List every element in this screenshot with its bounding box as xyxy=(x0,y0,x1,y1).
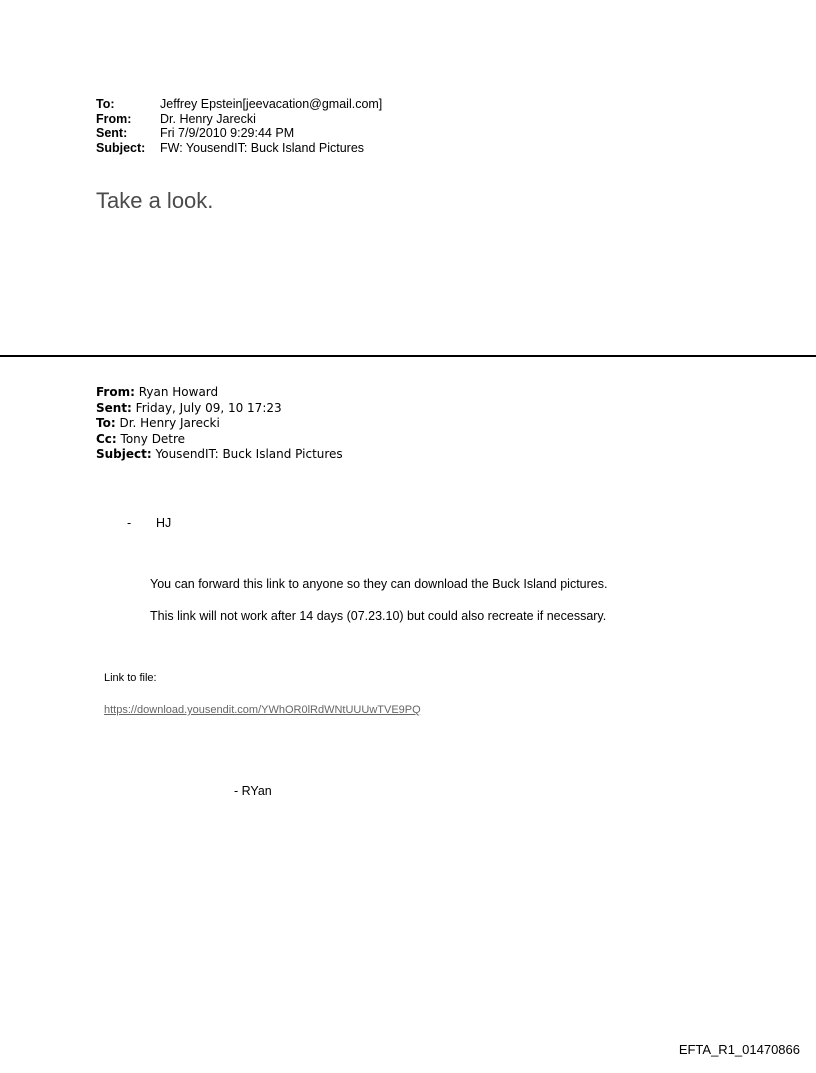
sent-value: Fri 7/9/2010 9:29:44 PM xyxy=(160,126,295,140)
forwarded-from-label: From: xyxy=(96,385,135,399)
header-sent-row xyxy=(96,126,382,141)
from-label: From: xyxy=(96,111,132,126)
forwarded-subject-label: Subject: xyxy=(96,447,152,461)
salutation-bullet xyxy=(127,516,171,530)
bullet-text: HJ xyxy=(156,516,172,530)
forwarded-cc-label: Cc: xyxy=(96,431,117,446)
forwarded-sent-label: Sent: xyxy=(96,400,132,415)
subject-label: Subject: xyxy=(96,140,146,155)
outer-message-body: Take a look. xyxy=(96,188,214,213)
forwarded-subject-row xyxy=(96,447,343,463)
download-link[interactable]: https://download.yousendit.com/YWhOR0lRdWNtUUUwTVE9PQ xyxy=(104,704,421,716)
forwarded-from-row xyxy=(96,385,343,401)
forwarded-to-label: To: xyxy=(96,416,116,430)
bullet-dash: - xyxy=(127,516,132,530)
sent-label: Sent: xyxy=(96,126,128,140)
forwarded-subject-value: YousendIT: Buck Island Pictures xyxy=(151,447,343,461)
document-id: EFTA_R1_01470866 xyxy=(678,1042,800,1057)
body-paragraph-1: You can forward this link to anyone so they can download the Buck Island pictures. xyxy=(150,577,608,591)
header-to-row xyxy=(96,97,382,112)
from-value: Dr. Henry Jarecki xyxy=(160,111,256,126)
header-subject-row xyxy=(96,141,382,156)
link-to-file-label: Link to file: xyxy=(104,672,157,684)
forwarded-cc-value: Tony Detre xyxy=(116,431,186,446)
to-label: To: xyxy=(96,97,115,111)
forwarded-sent-value: Friday, July 09, 10 17:23 xyxy=(131,400,282,415)
signature: - RYan xyxy=(234,784,272,798)
subject-value: FW: YousendIT: Buck Island Pictures xyxy=(160,140,365,155)
header-from-row xyxy=(96,112,382,127)
forwarded-to-row xyxy=(96,416,343,432)
to-value: Jeffrey Epstein[jeevacation@gmail.com] xyxy=(160,97,383,111)
forwarded-email-header xyxy=(96,385,343,463)
body-paragraph-2: This link will not work after 14 days (07.23.10) but could also recreate if necessary. xyxy=(150,609,607,623)
forwarded-from-value: Ryan Howard xyxy=(134,385,219,399)
forwarded-to-value: Dr. Henry Jarecki xyxy=(115,416,220,430)
forwarded-sent-row xyxy=(96,401,343,417)
forwarded-cc-row xyxy=(96,432,343,448)
message-divider xyxy=(0,355,816,357)
outer-email-header xyxy=(96,97,382,155)
